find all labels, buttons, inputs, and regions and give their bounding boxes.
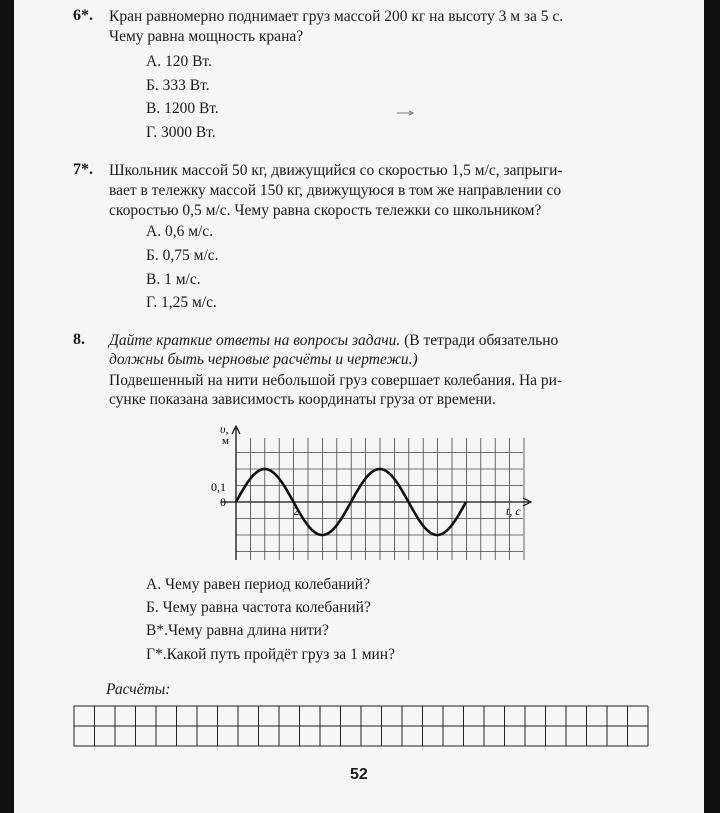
sub-b-label: Б. [146, 599, 159, 616]
question-6-option-d[interactable]: Г. 3000 Вт. [146, 124, 216, 141]
y-tick-label: 0,1 [211, 480, 226, 494]
origin-label: 0 [220, 495, 226, 509]
question-8-sub-a [146, 576, 370, 594]
oscillation-graph [199, 420, 539, 565]
question-7-option-c[interactable]: В. 1 м/с. [146, 271, 201, 288]
question-8-number: 8. [73, 331, 85, 348]
question-8-body-line2: сунке показана зависимость координаты груза от времени. [109, 391, 496, 408]
x-axis-label: t, c [506, 504, 521, 518]
question-8-sub-c [146, 622, 329, 640]
question-6-option-c[interactable]: В. 1200 Вт. [146, 100, 219, 117]
question-8-body-line1: Подвешенный на нити небольшой груз совершает колебания. На ри- [109, 372, 563, 389]
sub-d-label: Г*. [146, 646, 167, 663]
question-7-text-line3: скоростью 0,5 м/с. Чему равна скорость тележки со школьником? [109, 202, 542, 219]
small-arrow-mark [397, 109, 417, 117]
question-7-option-d[interactable]: Г. 1,25 м/с. [146, 294, 217, 311]
question-8-instruction-line2: должны быть черновые расчёты и чертежи.) [109, 351, 418, 368]
calculations-label: Расчёты: [106, 681, 171, 698]
question-6-number: 6*. [73, 7, 93, 24]
sub-a-text: Чему равен период колебаний? [164, 576, 370, 593]
question-8-sub-d [146, 646, 395, 664]
sub-c-label: В*. [146, 622, 168, 639]
question-6-option-b[interactable]: Б. 333 Вт. [146, 77, 210, 94]
graph-grid [236, 438, 524, 560]
y-axis-label: υ, [220, 422, 229, 436]
x-tick-label: 2 [293, 504, 299, 518]
sub-a-label: А. [146, 576, 162, 593]
sub-b-text: Чему равна частота колебаний? [162, 599, 371, 616]
question-7-text-line2: вает в тележку массой 150 кг, движущуюся в том же направлении со [109, 182, 562, 199]
page-number: 52 [350, 766, 368, 783]
textbook-page [14, 0, 704, 813]
question-6-text-line1: Кран равномерно поднимает груз массой 200 кг на высоту 3 м за 5 с. [109, 8, 564, 25]
y-axis-unit: м [222, 435, 229, 447]
question-8-sub-b [146, 599, 371, 617]
sub-c-text: Чему равна длина нити? [167, 622, 329, 639]
question-8-instruction-italic: Дайте краткие ответы на вопросы задачи. [109, 332, 401, 349]
question-6-text-line2: Чему равна мощность крана? [109, 28, 304, 45]
calculations-grid[interactable] [73, 705, 653, 747]
question-7-option-b[interactable]: Б. 0,75 м/с. [146, 247, 219, 264]
question-7-text-line1: Школьник массой 50 кг, движущийся со скоростью 1,5 м/с, запрыги- [109, 162, 563, 179]
question-7-option-a[interactable]: А. 0,6 м/с. [146, 223, 214, 240]
question-7-number: 7*. [73, 161, 93, 178]
question-8-instruction-rest: (В тетради обязательно [400, 332, 559, 349]
question-6-option-a[interactable]: А. 120 Вт. [146, 53, 212, 70]
sub-d-text: Какой путь пройдёт груз за 1 мин? [166, 646, 395, 663]
